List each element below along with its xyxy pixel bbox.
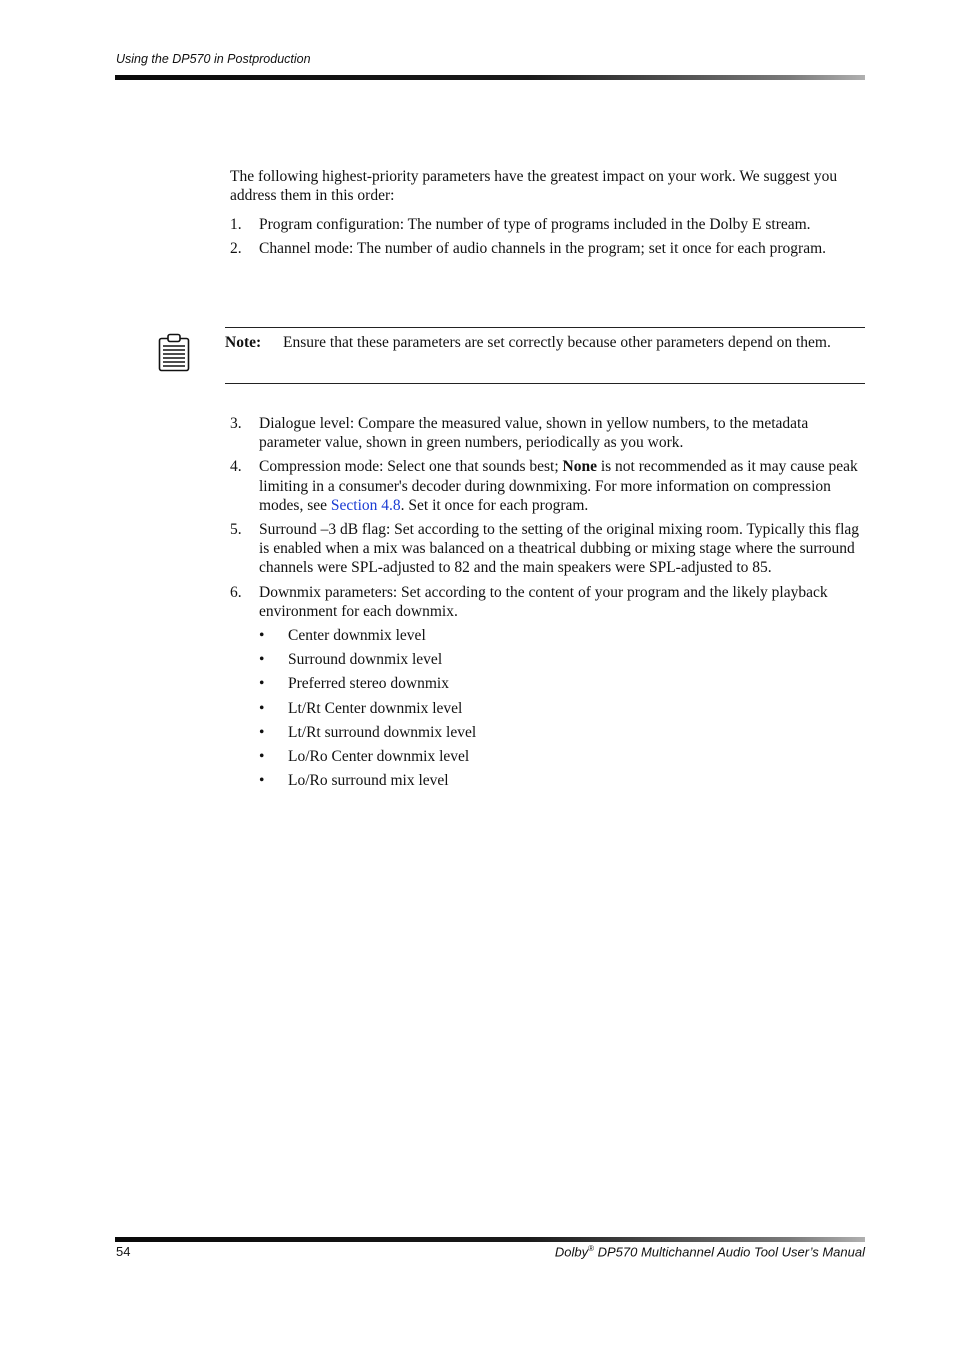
downmix-parameter-list <box>259 626 866 790</box>
note-box <box>225 327 865 384</box>
list-number: 6. <box>230 583 242 601</box>
bullet-item <box>259 650 866 669</box>
bullet-text: Center downmix level <box>288 627 426 645</box>
bullet-item <box>259 747 866 766</box>
list-item <box>230 520 866 578</box>
bold-term-none: None <box>562 458 597 476</box>
bullet-item <box>259 699 866 718</box>
section-4-8-link[interactable]: Section 4.8 <box>330 496 401 514</box>
list-item-text-end: . Set it once for each program. <box>400 496 589 514</box>
list-number: 3. <box>230 415 242 432</box>
list-item <box>230 215 866 234</box>
list-item <box>230 414 866 452</box>
bullet-text: Lo/Ro Center downmix level <box>288 748 470 766</box>
footer-manual-title <box>555 1244 865 1259</box>
bullet-marker: • <box>259 748 265 766</box>
list-item <box>230 583 866 791</box>
bullet-text: Preferred stereo downmix <box>288 675 449 693</box>
bullet-marker: • <box>259 651 265 669</box>
running-header: Using the DP570 in Postproduction <box>116 52 311 66</box>
bullet-marker: • <box>259 723 265 741</box>
note-text: Ensure that these parameters are set correctly because other parameters depend on them. <box>283 334 831 351</box>
list-item <box>230 457 866 515</box>
footer-rule <box>115 1237 865 1242</box>
list-item-text: Channel mode: The number of audio channels in the program; set it once for each program. <box>259 240 827 258</box>
note-clipboard-icon <box>157 332 191 372</box>
bullet-item <box>259 626 866 645</box>
bullet-marker: • <box>259 772 265 790</box>
intro-paragraph: The following highest-priority parameters have the greatest impact on your work. We suggest you address them in this order: <box>230 168 838 205</box>
bullet-marker: • <box>259 699 265 717</box>
bullet-text: Lo/Ro surround mix level <box>288 772 449 790</box>
bullet-text: Lt/Rt surround downmix level <box>288 723 477 741</box>
registered-mark: ® <box>588 1244 594 1253</box>
bullet-text: Surround downmix level <box>288 651 443 669</box>
bullet-marker: • <box>259 675 265 693</box>
bullet-marker: • <box>259 627 265 645</box>
list-number: 1. <box>230 216 242 233</box>
footer-title-text: DP570 Multichannel Audio Tool User’s Manual <box>594 1244 865 1260</box>
list-number: 5. <box>230 521 242 539</box>
list-item-text: Program configuration: The number of type of programs included in the Dolby E stream. <box>259 216 811 233</box>
list-item-text: Dialogue level: Compare the measured value, shown in yellow numbers, to the metadata parameter value, shown in green numbers, periodically as you work. <box>259 415 809 452</box>
bullet-item <box>259 674 866 693</box>
list-item-text-start: Compression mode: Select one that sounds best; <box>259 458 563 476</box>
bullet-item <box>259 723 866 742</box>
list-item-text-middle: is not recommended as it may cause peak limiting in a consumer's decoder during downmixing. For more information on compression modes, see <box>259 458 858 514</box>
list-number: 2. <box>230 240 242 258</box>
priority-list-part-1 <box>230 215 866 263</box>
list-item-text: Surround –3 dB flag: Set according to the setting of the original mixing room. Typically this flag is enabled when a mix was balanced on a theatrical dubbing or mixing stage where the surround channels were SPL-adjusted to 82 and the main speakers were SPL-adjusted to 85. <box>259 521 860 577</box>
list-item-text: Downmix parameters: Set according to the content of your program and the likely playback environment for each downmix. <box>259 583 828 620</box>
list-item <box>230 239 866 258</box>
list-number: 4. <box>230 458 242 476</box>
bullet-item <box>259 771 866 790</box>
page-number: 54 <box>116 1244 131 1259</box>
footer-brand: Dolby <box>554 1244 589 1260</box>
bullet-text: Lt/Rt Center downmix level <box>288 699 463 717</box>
priority-list-part-2 <box>230 414 866 795</box>
note-label: Note: <box>225 334 262 351</box>
header-rule <box>115 75 865 80</box>
